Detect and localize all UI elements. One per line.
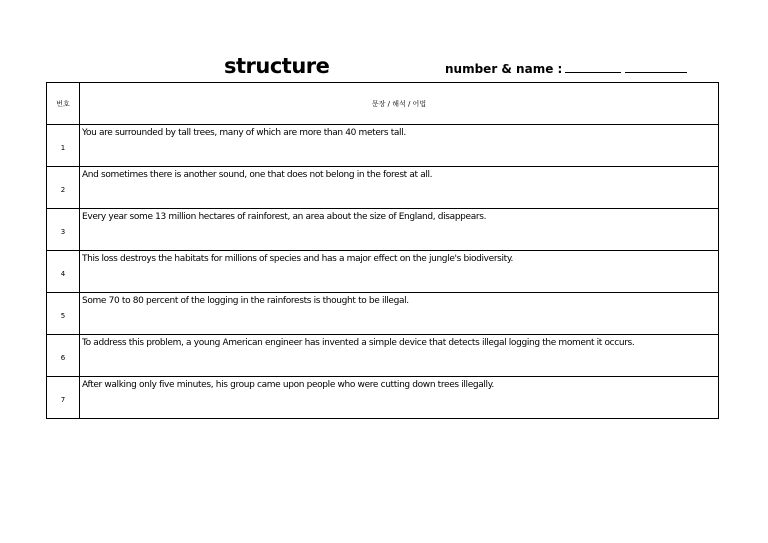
row-number: 1 xyxy=(47,125,80,167)
row-number: 6 xyxy=(47,335,80,377)
row-sentence: After walking only five minutes, his group came upon people who were cutting down trees illegally. xyxy=(80,377,719,419)
name-field xyxy=(445,61,687,77)
row-sentence: You are surrounded by tall trees, many of which are more than 40 meters tall. xyxy=(80,125,719,167)
header-sentence: 문장 / 해석 / 어법 xyxy=(80,83,719,125)
row-sentence: Some 70 to 80 percent of the logging in the rainforests is thought to be illegal. xyxy=(80,293,719,335)
row-number: 5 xyxy=(47,293,80,335)
row-sentence: Every year some 13 million hectares of rainforest, an area about the size of England, disappears. xyxy=(80,209,719,251)
page-title: structure xyxy=(224,54,330,78)
table-row xyxy=(47,335,719,377)
table-row xyxy=(47,209,719,251)
table-row xyxy=(47,251,719,293)
table-row xyxy=(47,167,719,209)
header-number: 번호 xyxy=(47,83,80,125)
row-number: 4 xyxy=(47,251,80,293)
name-blank xyxy=(625,62,687,73)
worksheet-table xyxy=(46,82,719,419)
row-number: 3 xyxy=(47,209,80,251)
row-sentence: And sometimes there is another sound, one that does not belong in the forest at all. xyxy=(80,167,719,209)
name-label: number & name : xyxy=(445,62,563,76)
row-sentence: This loss destroys the habitats for millions of species and has a major effect on the jungle's biodiversity. xyxy=(80,251,719,293)
row-sentence: To address this problem, a young American engineer has invented a simple device that detects illegal logging the moment it occurs. xyxy=(80,335,719,377)
table-row xyxy=(47,293,719,335)
number-blank xyxy=(565,62,621,73)
row-number: 7 xyxy=(47,377,80,419)
table-header-row xyxy=(47,83,719,125)
row-number: 2 xyxy=(47,167,80,209)
table-row xyxy=(47,377,719,419)
table-row xyxy=(47,125,719,167)
